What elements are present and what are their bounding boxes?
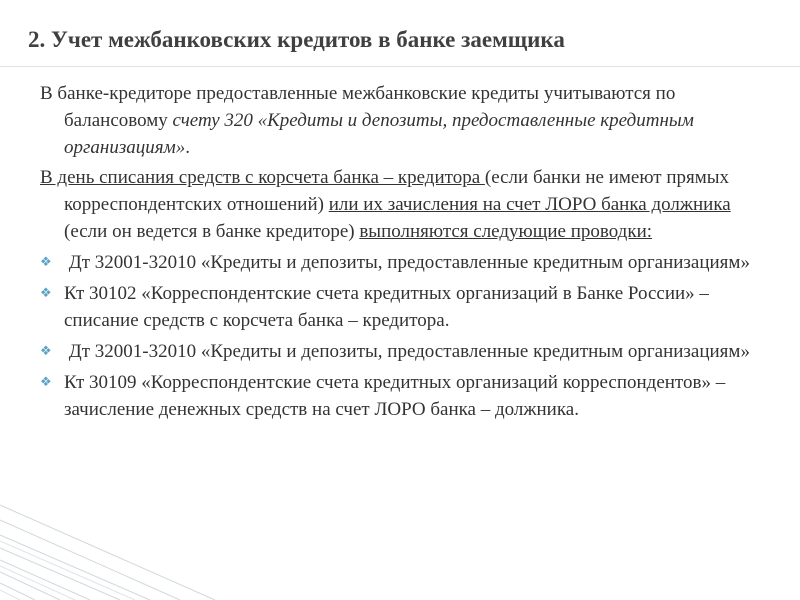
list-item: [40, 279, 760, 334]
diamond-bullet-icon: ❖: [40, 374, 52, 389]
account-320-reference: счету 320 «Кредиты и депозиты, предоставленные кредитным организациям»: [64, 110, 694, 158]
list-item: [40, 368, 760, 423]
entry-text: Кт 30109 «Корреспондентские счета кредитных организаций корреспондентов» – зачисление денежных средств на счет ЛОРО банка – должника.: [64, 372, 726, 420]
list-item: [40, 337, 760, 365]
diamond-bullet-icon: ❖: [40, 343, 52, 358]
intro-paragraph: [40, 80, 760, 161]
diamond-bullet-icon: ❖: [40, 285, 52, 300]
intro-end: .: [185, 137, 190, 158]
list-item: [40, 248, 760, 276]
entry-text: Кт 30102 «Корреспондентские счета кредитных организаций в Банке России» – списание средств с корсчета банка – кредитора.: [64, 283, 709, 331]
intro-text: В банке-кредиторе предоставленные межбанковские кредиты учитываются по балансовому: [40, 83, 676, 131]
entry-text: Дт 32001-32010 «Кредиты и депозиты, предоставленные кредитным организациям»: [64, 252, 750, 273]
entry-text: Дт 32001-32010 «Кредиты и депозиты, предоставленные кредитным организациям»: [64, 341, 750, 362]
postings-heading-text: выполняются следующие проводки:: [359, 221, 653, 242]
condition-text: (если банки не имеют прямых корреспондентских отношений): [64, 167, 730, 215]
condition-text-2: (если он ведется в банке кредиторе): [64, 221, 360, 242]
loro-credit-text: или их зачисления на счет ЛОРО банка должника: [328, 194, 731, 215]
postings-paragraph: [40, 164, 760, 245]
diamond-bullet-icon: ❖: [40, 254, 52, 269]
slide-title: 2. Учет межбанковских кредитов в банке заемщика: [28, 27, 565, 52]
debit-day-text: В день списания средств с корсчета банка – кредитора: [40, 167, 485, 188]
title-divider: [0, 66, 800, 67]
slide-body: [40, 80, 760, 426]
